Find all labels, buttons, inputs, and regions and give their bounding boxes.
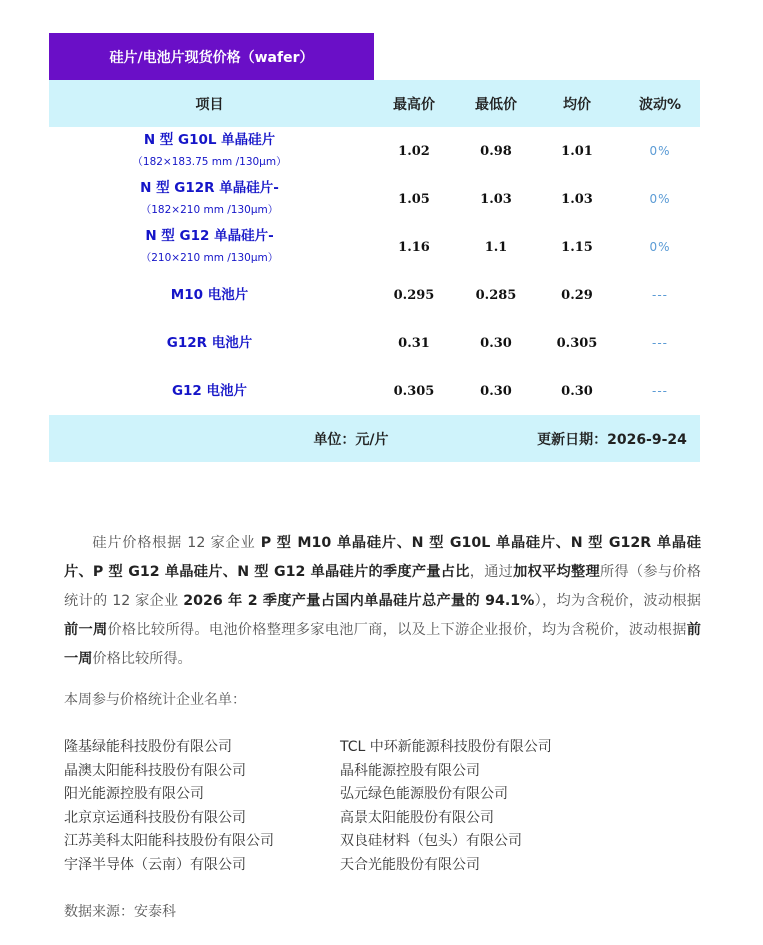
avg-price: 0.305 (556, 335, 598, 351)
low-price: 0.98 (480, 143, 512, 159)
avg-price: 1.01 (561, 143, 593, 159)
avg-price: 1.15 (561, 239, 593, 255)
table-row (49, 367, 700, 415)
avg-price: 0.30 (561, 383, 593, 399)
product-name: N 型 G12R 单晶硅片- (140, 180, 279, 196)
low-price: 1.1 (484, 239, 508, 255)
header-item: 项目 (49, 80, 370, 127)
para-bold: 前一周 (64, 622, 108, 638)
product-cell (49, 175, 370, 223)
para-bold: 前一周 (64, 622, 701, 667)
data-source: 数据来源：安泰科 (64, 904, 176, 920)
product-cell (49, 271, 370, 319)
avg-price: 1.03 (561, 191, 593, 207)
table-row (49, 127, 700, 175)
table-title: 硅片/电池片现货价格（wafer） (49, 33, 374, 80)
para-text: 价格比较所得。 (92, 651, 192, 667)
para-bold: P 型 M10 单晶硅片、N 型 G10L 单晶硅片、N 型 G12R 单晶硅片、P 型 G12 单晶硅片、N 型 G12 单晶硅片的季度产量占比 (64, 535, 701, 580)
para-text: ，通过 (469, 564, 514, 580)
table-footer-row (49, 415, 700, 462)
table-row (49, 319, 700, 367)
company-name: 晶澳太阳能科技股份有限公司 (64, 762, 246, 779)
company-name: TCL 中环新能源科技股份有限公司 (340, 739, 552, 755)
price-change: --- (652, 288, 668, 302)
product-cell (49, 127, 370, 175)
low-price: 0.285 (475, 287, 517, 303)
company-name: 宇泽半导体（云南）有限公司 (64, 856, 246, 873)
company-name: 双良硅材料（包头）有限公司 (340, 833, 522, 849)
product-name: N 型 G12 单晶硅片- (145, 228, 274, 244)
company-name: 高景太阳能股份有限公司 (340, 809, 494, 826)
product-spec: （182×210 mm /130μm） (140, 204, 279, 216)
para-text: 价格比较所得。电池价格整理多家电池厂商，以及上下游企业报价，均为含税价，波动根据 (107, 622, 687, 638)
product-name: M10 电池片 (170, 287, 249, 303)
product-name: N 型 G10L 单晶硅片 (143, 132, 276, 148)
high-price: 0.31 (398, 335, 430, 351)
table-row (49, 175, 700, 223)
price-change: 0% (649, 192, 671, 206)
company-name: 江苏美科太阳能科技股份有限公司 (64, 833, 274, 849)
product-spec: （182×183.75 mm /130μm） (132, 156, 287, 168)
company-name: 天合光能股份有限公司 (340, 856, 480, 873)
update-date: 更新日期：2026-9-24 (534, 415, 700, 462)
para-bold: 2026 年 2 季度产量占国内单晶硅片总产量的 94.1% (183, 593, 535, 609)
low-price: 0.30 (480, 335, 512, 351)
high-price: 1.02 (398, 143, 430, 159)
company-name: 北京京运通科技股份有限公司 (64, 809, 246, 826)
para-text: ），均为含税价，波动根据 (534, 593, 701, 609)
table-row (49, 223, 700, 271)
company-list (64, 736, 684, 877)
price-table (49, 80, 700, 462)
product-cell (49, 367, 370, 415)
para-text: 硅片价格根据 12 家企业 (92, 535, 261, 551)
product-cell (49, 223, 370, 271)
high-price: 0.305 (393, 383, 435, 399)
header-low: 最低价 (458, 80, 534, 127)
price-change: --- (652, 336, 668, 350)
unit-label: 单位：元/片 (49, 415, 534, 462)
high-price: 0.295 (393, 287, 435, 303)
price-change: 0% (649, 240, 671, 254)
company-name: 弘元绿色能源股份有限公司 (340, 786, 508, 802)
company-name: 阳光能源控股有限公司 (64, 786, 204, 802)
product-name: G12 电池片 (171, 383, 248, 399)
para-bold: 加权平均整理 (513, 564, 600, 580)
high-price: 1.16 (398, 239, 430, 255)
header-change: 波动% (620, 80, 700, 127)
low-price: 1.03 (480, 191, 512, 207)
price-change: 0% (649, 144, 671, 158)
header-avg: 均价 (534, 80, 620, 127)
high-price: 1.05 (398, 191, 430, 207)
table-header-row (49, 80, 700, 127)
low-price: 0.30 (480, 383, 512, 399)
company-name: 隆基绿能科技股份有限公司 (64, 739, 232, 755)
company-list-title: 本周参与价格统计企业名单： (64, 692, 246, 708)
company-name: 晶科能源控股有限公司 (340, 762, 480, 779)
product-cell (49, 319, 370, 367)
price-change: --- (652, 384, 668, 398)
table-row (49, 271, 700, 319)
methodology-paragraph (64, 529, 701, 674)
product-name: G12R 电池片 (166, 335, 253, 351)
para-text: 所得（参与价格统计的 12 家企业 (64, 564, 701, 609)
header-high: 最高价 (370, 80, 458, 127)
product-spec: （210×210 mm /130μm） (140, 252, 279, 264)
avg-price: 0.29 (561, 287, 593, 303)
